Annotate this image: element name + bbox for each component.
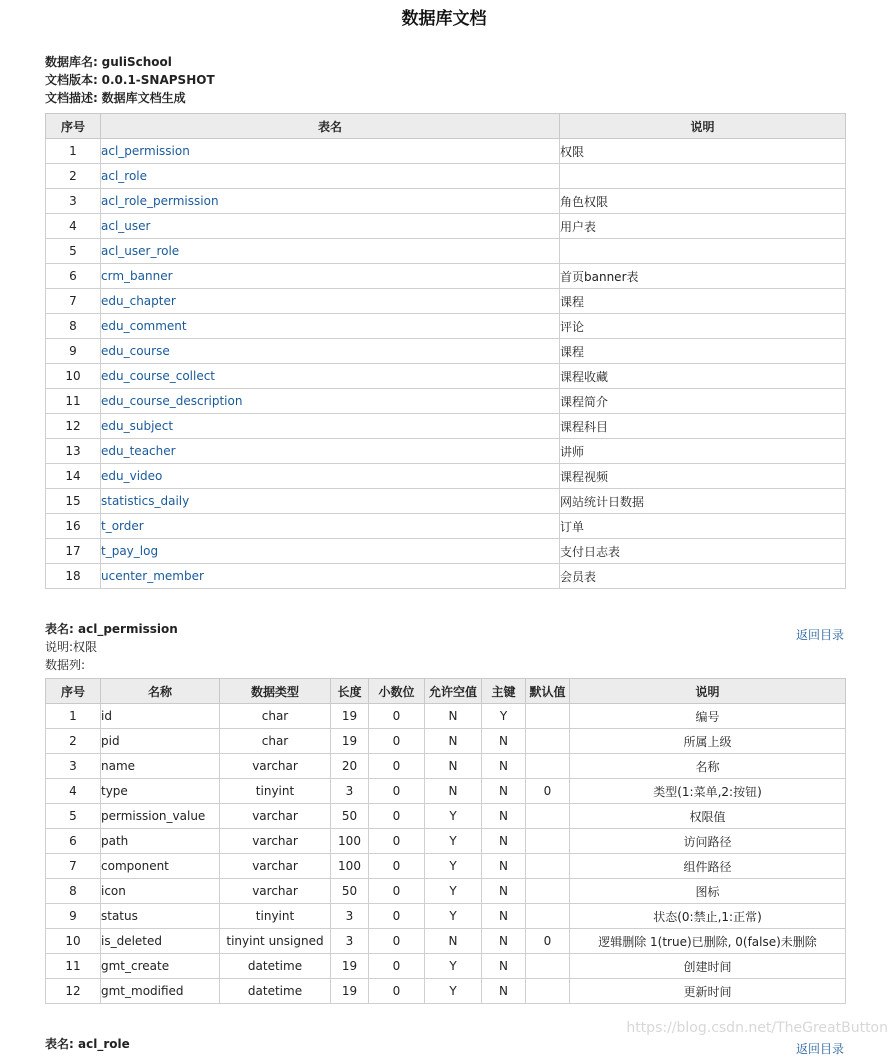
index-row-name-cell xyxy=(101,164,560,189)
index-row-desc: 讲师 xyxy=(560,439,846,464)
col-header-length: 长度 xyxy=(331,679,369,704)
col-decimal: 0 xyxy=(369,879,425,904)
col-pk: N xyxy=(482,729,526,754)
index-row-no: 1 xyxy=(46,139,101,164)
col-type: tinyint unsigned xyxy=(220,929,331,954)
index-row-name-cell xyxy=(101,389,560,414)
col-desc: 类型(1:菜单,2:按钮) xyxy=(570,779,846,804)
col-default xyxy=(526,729,570,754)
db-name-label: 数据库名: xyxy=(45,55,98,69)
index-row-desc: 角色权限 xyxy=(560,189,846,214)
col-name: icon xyxy=(101,879,220,904)
col-default xyxy=(526,854,570,879)
index-row-name-cell xyxy=(101,364,560,389)
col-length: 100 xyxy=(331,854,369,879)
table-row xyxy=(46,214,846,239)
db-name-value: guliSchool xyxy=(101,55,172,69)
col-pk: N xyxy=(482,804,526,829)
index-row-desc: 课程 xyxy=(560,339,846,364)
col-default: 0 xyxy=(526,929,570,954)
table-row xyxy=(46,729,846,754)
index-row-no: 13 xyxy=(46,439,101,464)
index-row-desc: 用户表 xyxy=(560,214,846,239)
col-desc: 创建时间 xyxy=(570,954,846,979)
col-name: is_deleted xyxy=(101,929,220,954)
col-name: path xyxy=(101,829,220,854)
col-name: status xyxy=(101,904,220,929)
section-desc: 说明:权限 xyxy=(45,640,98,654)
col-no: 8 xyxy=(46,879,101,904)
col-desc: 访问路径 xyxy=(570,829,846,854)
version-label: 文档版本: xyxy=(45,73,98,87)
col-header-name: 名称 xyxy=(101,679,220,704)
desc-value: 数据库文档生成 xyxy=(101,91,186,105)
index-row-name-cell xyxy=(101,139,560,164)
col-nullable: Y xyxy=(425,804,482,829)
index-row-name-cell xyxy=(101,489,560,514)
col-length: 3 xyxy=(331,779,369,804)
col-decimal: 0 xyxy=(369,854,425,879)
col-name: pid xyxy=(101,729,220,754)
db-name-line xyxy=(45,53,215,71)
table-row xyxy=(46,829,846,854)
col-default xyxy=(526,829,570,854)
table-row xyxy=(46,139,846,164)
col-decimal: 0 xyxy=(369,779,425,804)
col-no: 7 xyxy=(46,854,101,879)
col-nullable: N xyxy=(425,704,482,729)
col-length: 19 xyxy=(331,979,369,1004)
col-type: varchar xyxy=(220,829,331,854)
col-no: 4 xyxy=(46,779,101,804)
index-row-name-cell xyxy=(101,564,560,589)
table-name-link[interactable]: acl_user xyxy=(101,219,151,233)
table-row xyxy=(46,854,846,879)
table-row xyxy=(46,339,846,364)
section-title xyxy=(45,620,178,637)
col-desc: 权限值 xyxy=(570,804,846,829)
index-row-no: 10 xyxy=(46,364,101,389)
table-name-link[interactable]: edu_chapter xyxy=(101,294,176,308)
col-type: varchar xyxy=(220,854,331,879)
desc-label: 文档描述: xyxy=(45,91,98,105)
col-name: gmt_create xyxy=(101,954,220,979)
col-desc: 名称 xyxy=(570,754,846,779)
index-row-name-cell xyxy=(101,439,560,464)
col-decimal: 0 xyxy=(369,904,425,929)
table-row xyxy=(46,704,846,729)
col-length: 20 xyxy=(331,754,369,779)
col-no: 6 xyxy=(46,829,101,854)
index-row-desc: 会员表 xyxy=(560,564,846,589)
col-pk: N xyxy=(482,754,526,779)
col-pk: N xyxy=(482,929,526,954)
section-table-label: 表名: xyxy=(45,622,74,636)
index-row-name-cell xyxy=(101,339,560,364)
col-default xyxy=(526,879,570,904)
index-row-no: 12 xyxy=(46,414,101,439)
col-desc: 状态(0:禁止,1:正常) xyxy=(570,904,846,929)
col-name: name xyxy=(101,754,220,779)
table-row xyxy=(46,539,846,564)
col-nullable: Y xyxy=(425,829,482,854)
table-name-link[interactable]: edu_video xyxy=(101,469,163,483)
index-row-no: 17 xyxy=(46,539,101,564)
col-no: 12 xyxy=(46,979,101,1004)
table-row xyxy=(46,414,846,439)
index-row-desc: 网站统计日数据 xyxy=(560,489,846,514)
col-desc: 组件路径 xyxy=(570,854,846,879)
index-header-row xyxy=(46,114,846,139)
table-row xyxy=(46,189,846,214)
col-decimal: 0 xyxy=(369,804,425,829)
col-nullable: Y xyxy=(425,954,482,979)
col-type: varchar xyxy=(220,754,331,779)
col-length: 50 xyxy=(331,879,369,904)
col-name: permission_value xyxy=(101,804,220,829)
page-title: 数据库文档 xyxy=(401,9,487,29)
table-name-link[interactable]: acl_user_role xyxy=(101,244,180,258)
col-type: datetime xyxy=(220,979,331,1004)
col-no: 2 xyxy=(46,729,101,754)
index-row-name-cell xyxy=(101,414,560,439)
col-nullable: Y xyxy=(425,979,482,1004)
index-row-no: 18 xyxy=(46,564,101,589)
back-to-index-link-2[interactable]: 返回目录 xyxy=(796,1042,845,1056)
table-row xyxy=(46,164,846,189)
columns-header-row xyxy=(46,679,846,704)
table-row xyxy=(46,314,846,339)
index-row-no: 9 xyxy=(46,339,101,364)
table-row xyxy=(46,754,846,779)
index-row-desc: 课程视频 xyxy=(560,464,846,489)
col-no: 10 xyxy=(46,929,101,954)
table-name-link[interactable]: edu_course xyxy=(101,344,170,358)
col-length: 3 xyxy=(331,929,369,954)
index-row-no: 5 xyxy=(46,239,101,264)
col-name: type xyxy=(101,779,220,804)
table-row xyxy=(46,389,846,414)
col-header-type: 数据类型 xyxy=(220,679,331,704)
col-length: 100 xyxy=(331,829,369,854)
col-no: 9 xyxy=(46,904,101,929)
col-type: varchar xyxy=(220,804,331,829)
index-row-name-cell xyxy=(101,514,560,539)
index-row-no: 14 xyxy=(46,464,101,489)
col-default: 0 xyxy=(526,779,570,804)
col-default xyxy=(526,704,570,729)
index-header-no: 序号 xyxy=(46,114,101,139)
index-row-desc: 课程收藏 xyxy=(560,364,846,389)
col-pk: N xyxy=(482,904,526,929)
col-pk: Y xyxy=(482,704,526,729)
table-name-link[interactable]: crm_banner xyxy=(101,269,173,283)
table-row xyxy=(46,954,846,979)
col-desc: 编号 xyxy=(570,704,846,729)
version-line xyxy=(45,71,215,89)
table-row xyxy=(46,289,846,314)
index-row-name-cell xyxy=(101,464,560,489)
table-row xyxy=(46,804,846,829)
col-name: id xyxy=(101,704,220,729)
version-value: 0.0.1-SNAPSHOT xyxy=(101,73,215,87)
col-default xyxy=(526,804,570,829)
index-row-desc: 支付日志表 xyxy=(560,539,846,564)
col-nullable: Y xyxy=(425,854,482,879)
section-table-name: acl_permission xyxy=(78,622,178,636)
col-no: 1 xyxy=(46,704,101,729)
table-name-link[interactable]: acl_role xyxy=(101,169,148,183)
col-decimal: 0 xyxy=(369,829,425,854)
col-name: component xyxy=(101,854,220,879)
col-header-default: 默认值 xyxy=(526,679,570,704)
col-nullable: N xyxy=(425,754,482,779)
table-row xyxy=(46,564,846,589)
section2-title xyxy=(45,1035,130,1052)
col-type: datetime xyxy=(220,954,331,979)
table-row xyxy=(46,264,846,289)
col-decimal: 0 xyxy=(369,954,425,979)
col-no: 3 xyxy=(46,754,101,779)
index-row-name-cell xyxy=(101,539,560,564)
table-name-link[interactable]: edu_course_description xyxy=(101,394,243,408)
table-row xyxy=(46,879,846,904)
table-row xyxy=(46,514,846,539)
col-length: 50 xyxy=(331,804,369,829)
col-type: tinyint xyxy=(220,904,331,929)
col-no: 5 xyxy=(46,804,101,829)
index-row-no: 6 xyxy=(46,264,101,289)
index-row-no: 11 xyxy=(46,389,101,414)
section-columns-label: 数据列: xyxy=(45,658,86,672)
col-length: 19 xyxy=(331,954,369,979)
index-row-desc: 首页banner表 xyxy=(560,264,846,289)
col-default xyxy=(526,954,570,979)
table-index xyxy=(45,113,846,589)
col-desc: 所属上级 xyxy=(570,729,846,754)
table-name-link[interactable]: edu_comment xyxy=(101,319,187,333)
index-row-desc xyxy=(560,164,846,189)
index-row-no: 16 xyxy=(46,514,101,539)
index-row-no: 3 xyxy=(46,189,101,214)
col-decimal: 0 xyxy=(369,929,425,954)
table-name-link[interactable]: edu_course_collect xyxy=(101,369,216,383)
table-row xyxy=(46,239,846,264)
index-header-name: 表名 xyxy=(101,114,560,139)
col-nullable: Y xyxy=(425,904,482,929)
col-desc: 更新时间 xyxy=(570,979,846,1004)
section2-table-name: acl_role xyxy=(78,1037,130,1051)
index-row-name-cell xyxy=(101,264,560,289)
col-nullable: N xyxy=(425,779,482,804)
col-type: tinyint xyxy=(220,779,331,804)
table-row xyxy=(46,779,846,804)
index-row-no: 7 xyxy=(46,289,101,314)
index-row-desc: 课程简介 xyxy=(560,389,846,414)
col-decimal: 0 xyxy=(369,754,425,779)
col-desc: 图标 xyxy=(570,879,846,904)
index-row-name-cell xyxy=(101,289,560,314)
col-decimal: 0 xyxy=(369,979,425,1004)
col-default xyxy=(526,754,570,779)
desc-line xyxy=(45,89,215,107)
index-row-no: 15 xyxy=(46,489,101,514)
col-header-no: 序号 xyxy=(46,679,101,704)
col-type: char xyxy=(220,704,331,729)
col-pk: N xyxy=(482,879,526,904)
index-row-no: 2 xyxy=(46,164,101,189)
col-length: 19 xyxy=(331,704,369,729)
watermark: https://blog.csdn.net/TheGreatButton xyxy=(626,1020,888,1036)
index-row-desc: 评论 xyxy=(560,314,846,339)
col-default xyxy=(526,904,570,929)
col-no: 11 xyxy=(46,954,101,979)
index-row-name-cell xyxy=(101,189,560,214)
col-nullable: Y xyxy=(425,879,482,904)
col-header-nullable: 允许空值 xyxy=(425,679,482,704)
col-length: 19 xyxy=(331,729,369,754)
table-row xyxy=(46,439,846,464)
col-decimal: 0 xyxy=(369,729,425,754)
table-name-link[interactable]: statistics_daily xyxy=(101,494,190,508)
index-row-desc: 订单 xyxy=(560,514,846,539)
col-pk: N xyxy=(482,954,526,979)
col-length: 3 xyxy=(331,904,369,929)
index-row-desc: 权限 xyxy=(560,139,846,164)
table-row xyxy=(46,904,846,929)
table-row xyxy=(46,489,846,514)
table-name-link[interactable]: ucenter_member xyxy=(101,569,204,583)
table-columns xyxy=(45,678,846,1004)
col-default xyxy=(526,979,570,1004)
database-meta xyxy=(45,53,215,107)
index-row-name-cell xyxy=(101,239,560,264)
index-row-no: 4 xyxy=(46,214,101,239)
col-header-desc: 说明 xyxy=(570,679,846,704)
col-type: char xyxy=(220,729,331,754)
table-name-link[interactable]: acl_permission xyxy=(101,144,190,158)
section2-table-label: 表名: xyxy=(45,1037,74,1051)
col-pk: N xyxy=(482,979,526,1004)
col-header-decimal: 小数位 xyxy=(369,679,425,704)
back-to-index-link[interactable]: 返回目录 xyxy=(796,628,845,642)
col-header-pk: 主键 xyxy=(482,679,526,704)
table-row xyxy=(46,929,846,954)
col-pk: N xyxy=(482,829,526,854)
index-header-desc: 说明 xyxy=(560,114,846,139)
col-name: gmt_modified xyxy=(101,979,220,1004)
table-name-link[interactable]: t_pay_log xyxy=(101,544,159,558)
index-row-desc xyxy=(560,239,846,264)
index-row-name-cell xyxy=(101,214,560,239)
col-nullable: N xyxy=(425,729,482,754)
col-nullable: N xyxy=(425,929,482,954)
table-row xyxy=(46,464,846,489)
table-name-link[interactable]: t_order xyxy=(101,519,144,533)
col-pk: N xyxy=(482,854,526,879)
index-row-no: 8 xyxy=(46,314,101,339)
index-row-name-cell xyxy=(101,314,560,339)
col-desc: 逻辑删除 1(true)已删除, 0(false)未删除 xyxy=(570,929,846,954)
col-decimal: 0 xyxy=(369,704,425,729)
table-name-link[interactable]: edu_subject xyxy=(101,419,174,433)
col-type: varchar xyxy=(220,879,331,904)
index-row-desc: 课程 xyxy=(560,289,846,314)
index-row-desc: 课程科目 xyxy=(560,414,846,439)
table-name-link[interactable]: edu_teacher xyxy=(101,444,176,458)
table-name-link[interactable]: acl_role_permission xyxy=(101,194,219,208)
col-pk: N xyxy=(482,779,526,804)
table-row xyxy=(46,979,846,1004)
table-row xyxy=(46,364,846,389)
